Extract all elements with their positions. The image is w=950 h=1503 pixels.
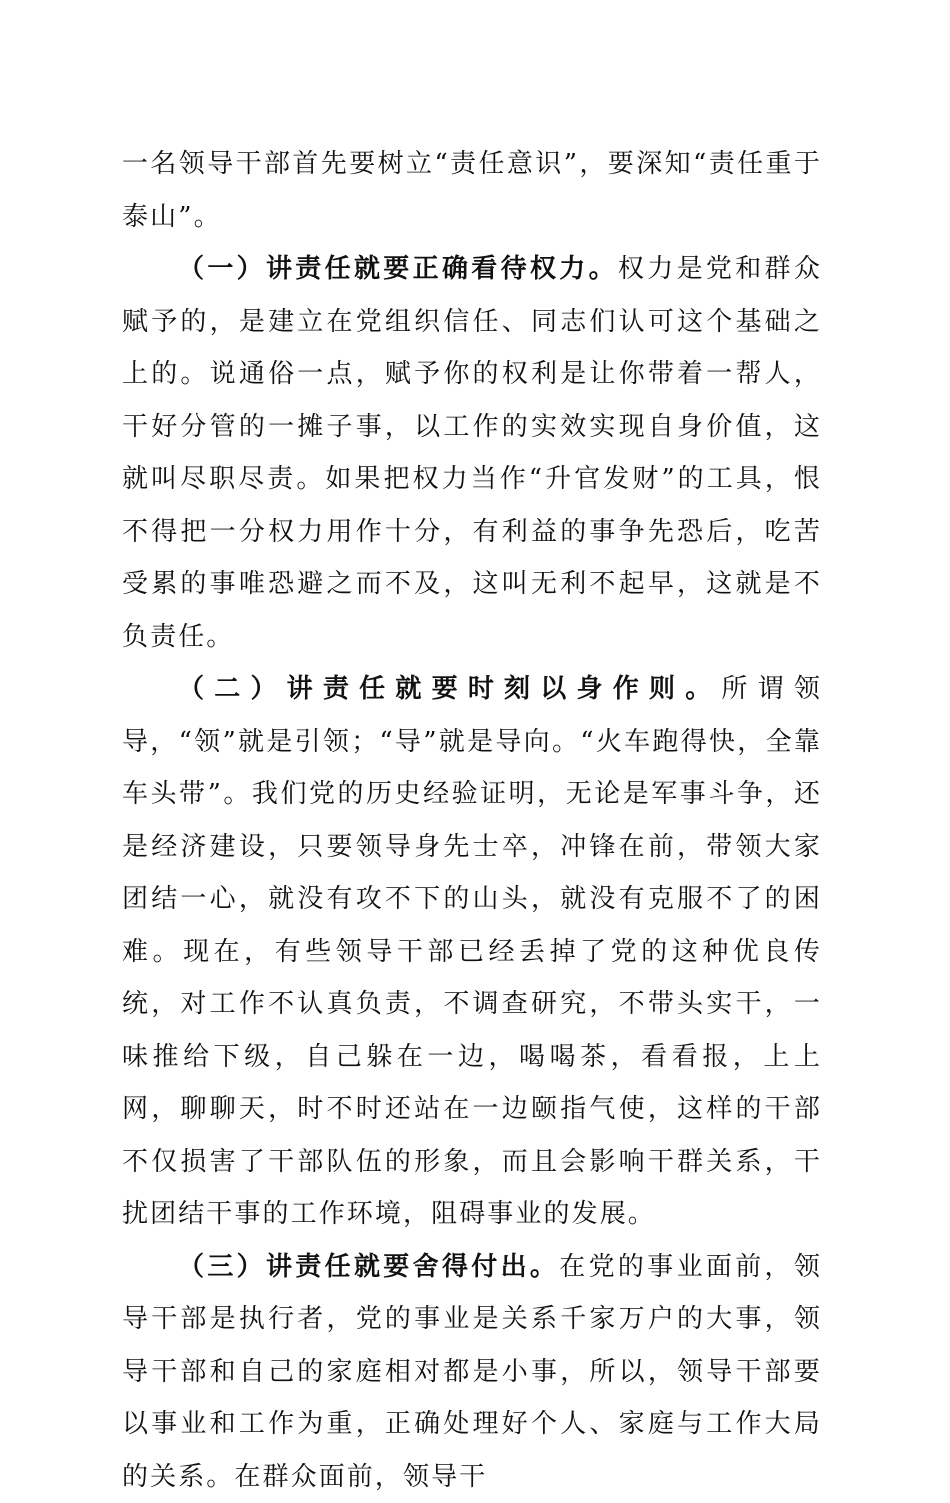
section-1-text: 权力是党和群众赋予的，是建立在党组织信任、同志们认可这个基础之上的。说通俗一点，赋予你的权利是让你带着一帮人，干好分管的一摊子事，以工作的实效实现自身价值，这就叫尽职尽责。如果把权力当作“升官发财”的工具，恨不得把一分权力用作十分，有利益的事争先恐后，吃苦受累的事唯恐避之而不及，这叫无利不起早，这就是不负责任。 — [122, 254, 822, 652]
document-body — [122, 138, 822, 1503]
paragraph-section-3 — [122, 1241, 822, 1503]
section-2-text: 所谓领导，“领”就是引领；“导”就是导向。“火车跑得快，全靠车头带”。我们党的历史经验证明，无论是军事斗争，还是经济建设，只要领导身先士卒，冲锋在前，带领大家团结一心，就没有攻不下的山头，就没有克服不了的困难。现在，有些领导干部已经丢掉了党的这种优良传统，对工作不认真负责，不调查研究，不带头实干，一味推给下级，自己躲在一边，喝喝茶，看看报，上上网，聊聊天，时不时还站在一边颐指气使，这样的干部不仅损害了干部队伍的形象，而且会影响干群关系，干扰团结干事的工作环境，阻碍事业的发展。 — [122, 674, 822, 1229]
paragraph-section-2 — [122, 663, 822, 1241]
section-1-heading: （一）讲责任就要正确看待权力。 — [178, 254, 618, 284]
section-2-heading: （二）讲责任就要时刻以身作则。 — [178, 674, 721, 704]
paragraph-section-1 — [122, 243, 822, 663]
paragraph-intro-text: 一名领导干部首先要树立“责任意识”，要深知“责任重于泰山”。 — [122, 149, 822, 232]
section-3-heading: （三）讲责任就要舍得付出。 — [178, 1252, 559, 1282]
section-3-text: 在党的事业面前，领导干部是执行者，党的事业是关系千家万户的大事，领导干部和自己的家庭相对都是小事，所以，领导干部要以事业和工作为重，正确处理好个人、家庭与工作大局的关系。在群众面前，领导干 — [122, 1252, 822, 1492]
paragraph-intro — [122, 138, 822, 243]
